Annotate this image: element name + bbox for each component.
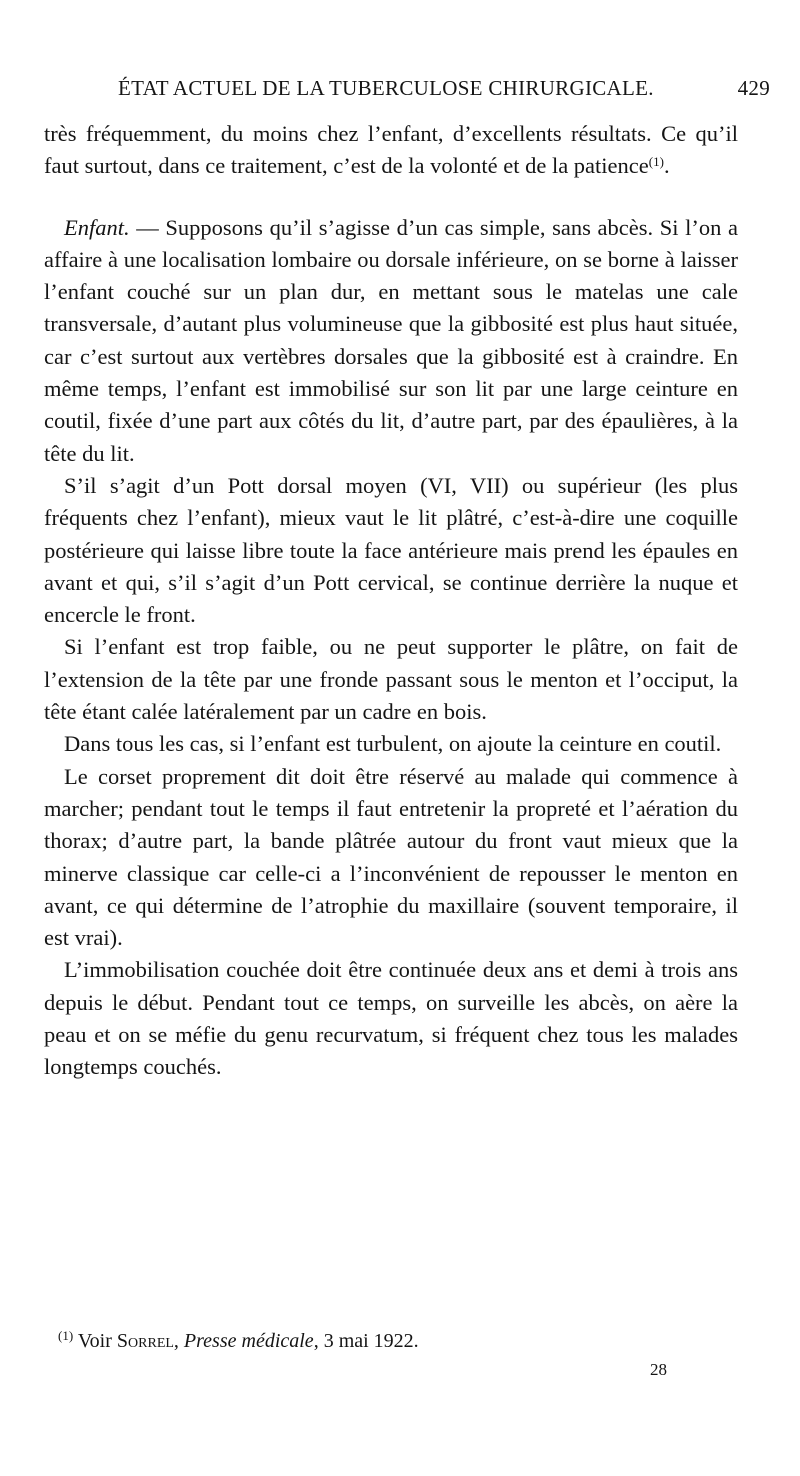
footnote: $^{(1)}$ Voir Sorrel, Presse médicale, 3 mai 1922. bbox=[58, 1328, 419, 1352]
paragraph bbox=[44, 212, 738, 470]
page-number: 429 bbox=[737, 76, 770, 100]
paragraph-tail: . bbox=[663, 153, 670, 179]
paragraph: Le corset proprement dit doit être réservé au malade qui commence à marcher; pendant tout le temps il faut entretenir la propreté et l’aération du thorax; d’autre part, la bande plâtrée autour du front vaut mieux que la minerve classique car celle-ci a l’inconvénient de repousser le menton en avant, ce qui détermine de l’atrophie du maxillaire (souvent temporaire, il est vrai). bbox=[44, 763, 738, 951]
paragraph: S’il s’agit d’un Pott dorsal moyen (VI, VII) ou supérieur (les plus fréquents chez l’enfant), mieux vaut le lit plâtré, c’est-à-dire une coquille postérieure qui laisse libre toute la face antérieure mais prend les épaules en avant et qui, s’il s’agit d’un Pott cervical, se continue derrière la nuque et encercle le front. bbox=[44, 472, 738, 628]
footnote-date: 3 mai 1922. bbox=[323, 1330, 419, 1352]
footnote-journal: Presse médicale bbox=[183, 1330, 314, 1352]
paragraph bbox=[44, 118, 738, 183]
paragraph: Si l’enfant est trop faible, ou ne peut supporter le plâtre, on fait de l’extension de la tête par une fronde passant sous le menton et l’occiput, la tête étant calée latéralement par un cadre en bois. bbox=[44, 634, 738, 725]
footnote-marker: (1) bbox=[58, 1328, 74, 1343]
body-text bbox=[44, 118, 738, 1084]
footnote-prefix: Voir bbox=[77, 1330, 112, 1352]
section-lead: Enfant. bbox=[64, 214, 130, 240]
signature-mark: 28 bbox=[650, 1360, 667, 1379]
running-title: ÉTAT ACTUEL DE LA TUBERCULOSE CHIRURGICALE. bbox=[118, 76, 654, 100]
footnote-ref[interactable]: (1) bbox=[648, 154, 664, 170]
paragraph-text: — Supposons qu’il s’agisse d’un cas simple, sans abcès. Si l’on a affaire à une localisation lombaire ou dorsale inférieure, on se borne à laisser l’enfant couché sur un plan dur, en mettant sous le matelas une cale transversale, d’autant plus volumineuse que la gibbosité est plus haut située, car c’est surtout aux vertèbres dorsales que la gibbosité est à craindre. En même temps, l’enfant est immobilisé sur son lit par une large ceinture en coutil, fixée d’une part aux côtés du lit, d’autre part, par des épaulières, à la tête du lit. bbox=[44, 214, 738, 466]
paragraph-text: très fréquemment, du moins chez l’enfant, d’excellents résultats. Ce qu’il faut surtout, dans ce traitement, c’est de la volonté et de la patience bbox=[44, 121, 738, 179]
paragraph: Dans tous les cas, si l’enfant est turbulent, on ajoute la ceinture en coutil. bbox=[64, 731, 722, 757]
footnote-author: Sorrel bbox=[116, 1330, 174, 1352]
paragraph: L’immobilisation couchée doit être continuée deux ans et demi à trois ans depuis le début. Pendant tout ce temps, on surveille les abcès, on aère la peau et on se méfie du genu recurvatum, si fréquent chez tous les malades longtemps couchés. bbox=[44, 957, 738, 1080]
